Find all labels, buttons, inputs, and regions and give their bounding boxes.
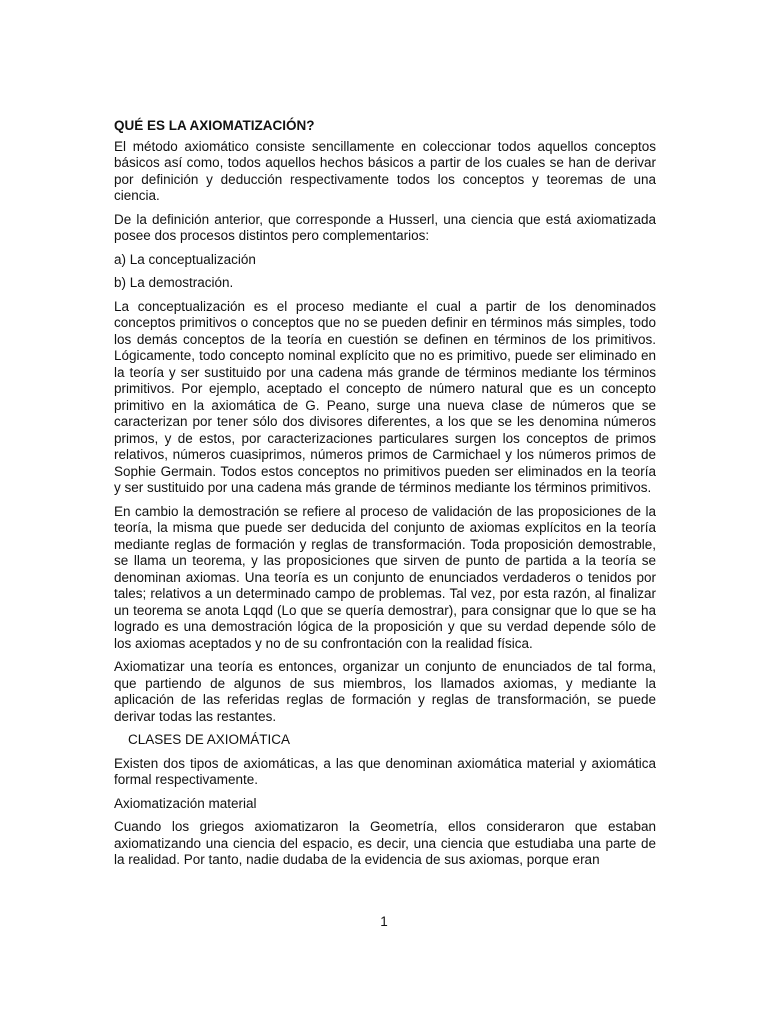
- paragraph-greek-geometry: Cuando los griegos axiomatizaron la Geometría, ellos consideraron que estaban axiomatizando una ciencia del espacio, es decir, una ciencia que estudiaba una parte de la realidad. Por tanto, nadie dudaba de la evidencia de sus axiomas, porque eran: [114, 819, 656, 867]
- document-body: [114, 118, 656, 876]
- paragraph-axiomatic-method: El método axiomático consiste sencillamente en coleccionar todos aquellos conceptos básicos así como, todos aquellos hechos básicos a partir de los cuales se han de derivar por definición y deducción respectivamente todos los conceptos y teoremas de una ciencia.: [114, 138, 656, 203]
- paragraph-husserl-definition: De la definición anterior, que corresponde a Husserl, una ciencia que está axiomatizada posee dos procesos distintos pero complementarios:: [114, 211, 656, 243]
- paragraph-conceptualization: La conceptualización es el proceso mediante el cual a partir de los denominados conceptos primitivos o conceptos que no se pueden definir en términos más simples, todo los demás conceptos de la teoría en cuestión se definen en términos de los primitivos. Lógicamente, todo concepto nominal explícito que no es primitivo, puede ser eliminado en la teoría y ser sustituido por una cadena más grande de términos mediante los términos primitivos. Por ejemplo, aceptado el concepto de número natural que es un concepto primitivo en la axiomática de G. Peano, surge una nueva clase de números que se caracterizan por tener sólo dos divisores diferentes, a los que se les denomina números primos, y de estos, por caracterizaciones particulares surgen los conceptos de primos relativos, números cuasiprimos, números primos de Carmichael y los números primos de Sophie Germain. Todos estos conceptos no primitivos pueden ser eliminados en la teoría y ser sustituido por una cadena más grande de términos mediante los términos primitivos.: [114, 298, 656, 495]
- subheading-material-axiomatization: Axiomatización material: [114, 795, 257, 811]
- list-item-demonstration: b) La demostración.: [114, 275, 234, 290]
- page-number: 1: [380, 914, 388, 929]
- document-title: QUÉ ES LA AXIOMATIZACIÓN?: [114, 118, 315, 133]
- paragraph-demonstration: En cambio la demostración se refiere al proceso de validación de las proposiciones de la teoría, la misma que puede ser deducida del conjunto de axiomas explícitos en la teoría mediante reglas de formación y reglas de transformación. Toda proposición demostrable, se llama un teorema, y las proposiciones que sirven de punto de partida a la teoría se denominan axiomas. Una teoría es un conjunto de enunciados verdaderos o tenidos por tales; relativos a un determinado campo de problemas. Tal vez, por esta razón, al finalizar un teorema se anota Lqqd (Lo que se quería demostrar), para consignar que lo que se ha logrado es una demostración lógica de la proposición y que su verdad depende sólo de los axiomas aceptados y no de su confrontación con la realidad física.: [114, 503, 656, 651]
- paragraph-axiomatic-types: Existen dos tipos de axiomáticas, a las que denominan axiomática material y axiomática formal respectivamente.: [114, 755, 656, 787]
- paragraph-axiomatize-theory: Axiomatizar una teoría es entonces, organizar un conjunto de enunciados de tal forma, que partiendo de algunos de sus miembros, los llamados axiomas, y mediante la aplicación de las referidas reglas de formación y reglas de transformación, se puede derivar todas las restantes.: [114, 659, 656, 724]
- section-heading-axiomatic-classes: CLASES DE AXIOMÁTICA: [128, 732, 291, 747]
- list-item-conceptualization: a) La conceptualización: [114, 251, 256, 267]
